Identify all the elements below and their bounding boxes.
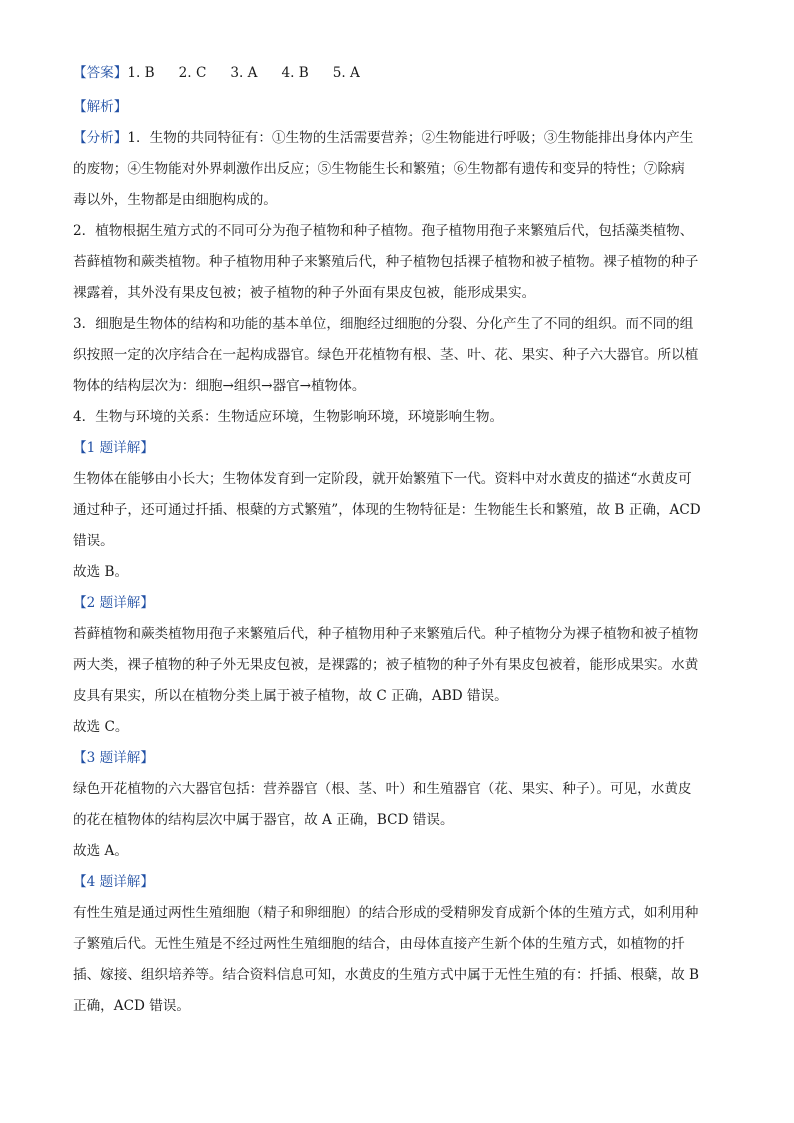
- analysis-line: 苔藓植物和蕨类植物。种子植物用种子来繁殖后代，种子植物包括裸子植物和被子植物。裸子植物的种子: [73, 254, 699, 270]
- analysis-line: 【分析】1．生物的共同特征有：①生物的生活需要营养；②生物能进行呼吸；③生物能排出身体内产生: [73, 130, 694, 146]
- detail-line: 插、嫁接、组织培养等。结合资料信息可知，水黄皮的生殖方式中属于无性生殖的有：扦插、根蘖，故 B: [73, 967, 700, 983]
- analysis-line: 裸露着，其外没有果皮包被；被子植物的种子外面有果皮包被，能形成果实。: [73, 285, 536, 301]
- detail-section-4: [73, 898, 723, 1022]
- answer-label: 【答案】: [73, 65, 128, 81]
- analysis-section: [73, 123, 723, 433]
- answer-item: 1. B: [127, 65, 155, 81]
- detail-line: 绿色开花植物的六大器官包括：营养器官（根、茎、叶）和生殖器官（花、果实、种子）。可见，水黄皮: [73, 781, 692, 797]
- document-page: [73, 64, 723, 1022]
- analysis-heading: 【解析】: [73, 99, 128, 115]
- answer-line: [73, 64, 723, 83]
- detail-heading-1: 【1 题详解】: [73, 440, 154, 456]
- detail-heading-3: 【3 题详解】: [73, 750, 154, 766]
- detail-heading-4: 【4 题详解】: [73, 874, 154, 890]
- detail-line: 错误。: [73, 533, 114, 549]
- detail-line: 故选 A。: [73, 843, 128, 859]
- detail-line: 故选 C。: [73, 719, 129, 735]
- detail-line: 的花在植物体的结构层次中属于器官，故 A 正确，BCD 错误。: [73, 812, 454, 828]
- analysis-line: 毒以外，生物都是由细胞构成的。: [73, 192, 277, 208]
- detail-line: 苔藓植物和蕨类植物用孢子来繁殖后代，种子植物用种子来繁殖后代。种子植物分为裸子植物和被子植物: [73, 626, 699, 642]
- detail-line: 有性生殖是通过两性生殖细胞（精子和卵细胞）的结合形成的受精卵发育成新个体的生殖方式，如利用种: [73, 905, 699, 921]
- analysis-line: 2．植物根据生殖方式的不同可分为孢子植物和种子植物。孢子植物用孢子来繁殖后代，包括藻类植物、: [73, 223, 694, 239]
- detail-line: 子繁殖后代。无性生殖是不经过两性生殖细胞的结合，由母体直接产生新个体的生殖方式，如植物的扦: [73, 936, 685, 952]
- detail-section-2: [73, 619, 723, 743]
- analysis-line: 3．细胞是生物体的结构和功能的基本单位，细胞经过细胞的分裂、分化产生了不同的组织。而不同的组: [73, 316, 694, 332]
- answer-item: 4. B: [281, 65, 309, 81]
- detail-line: 故选 B。: [73, 564, 129, 580]
- answer-item: 5. A: [332, 65, 360, 81]
- detail-line: 两大类，裸子植物的种子外无果皮包被，是裸露的；被子植物的种子外有果皮包被着，能形成果实。水黄: [73, 657, 699, 673]
- answer-item: 2. C: [178, 65, 207, 81]
- detail-line: 正确，ACD 错误。: [73, 998, 191, 1014]
- analysis-line: 4．生物与环境的关系：生物适应环境，生物影响环境，环境影响生物。: [73, 409, 504, 425]
- analysis-line: 织按照一定的次序结合在一起构成器官。绿色开花植物有根、茎、叶、花、果实、种子六大器官。所以植: [73, 347, 699, 363]
- fenxi-label: 【分析】: [73, 130, 128, 146]
- detail-line: 皮具有果实，所以在植物分类上属于被子植物，故 C 正确，ABD 错误。: [73, 688, 508, 704]
- answer-item: 3. A: [230, 65, 258, 81]
- detail-line: 通过种子，还可通过扦插、根蘖的方式繁殖”，体现的生物特征是：生物能生长和繁殖，故 B 正确，ACD: [73, 502, 701, 518]
- detail-section-3: [73, 774, 723, 867]
- detail-line: 生物体在能够由小长大；生物体发育到一定阶段，就开始繁殖下一代。资料中对水黄皮的描述“水黄皮可: [73, 471, 692, 487]
- detail-heading-2: 【2 题详解】: [73, 595, 154, 611]
- detail-section-1: [73, 464, 723, 588]
- analysis-line: 物体的结构层次为：细胞→组织→器官→植物体。: [73, 378, 366, 394]
- analysis-line: 的废物；④生物能对外界刺激作出反应；⑤生物能生长和繁殖；⑥生物都有遗传和变异的特性；⑦除病: [73, 161, 685, 177]
